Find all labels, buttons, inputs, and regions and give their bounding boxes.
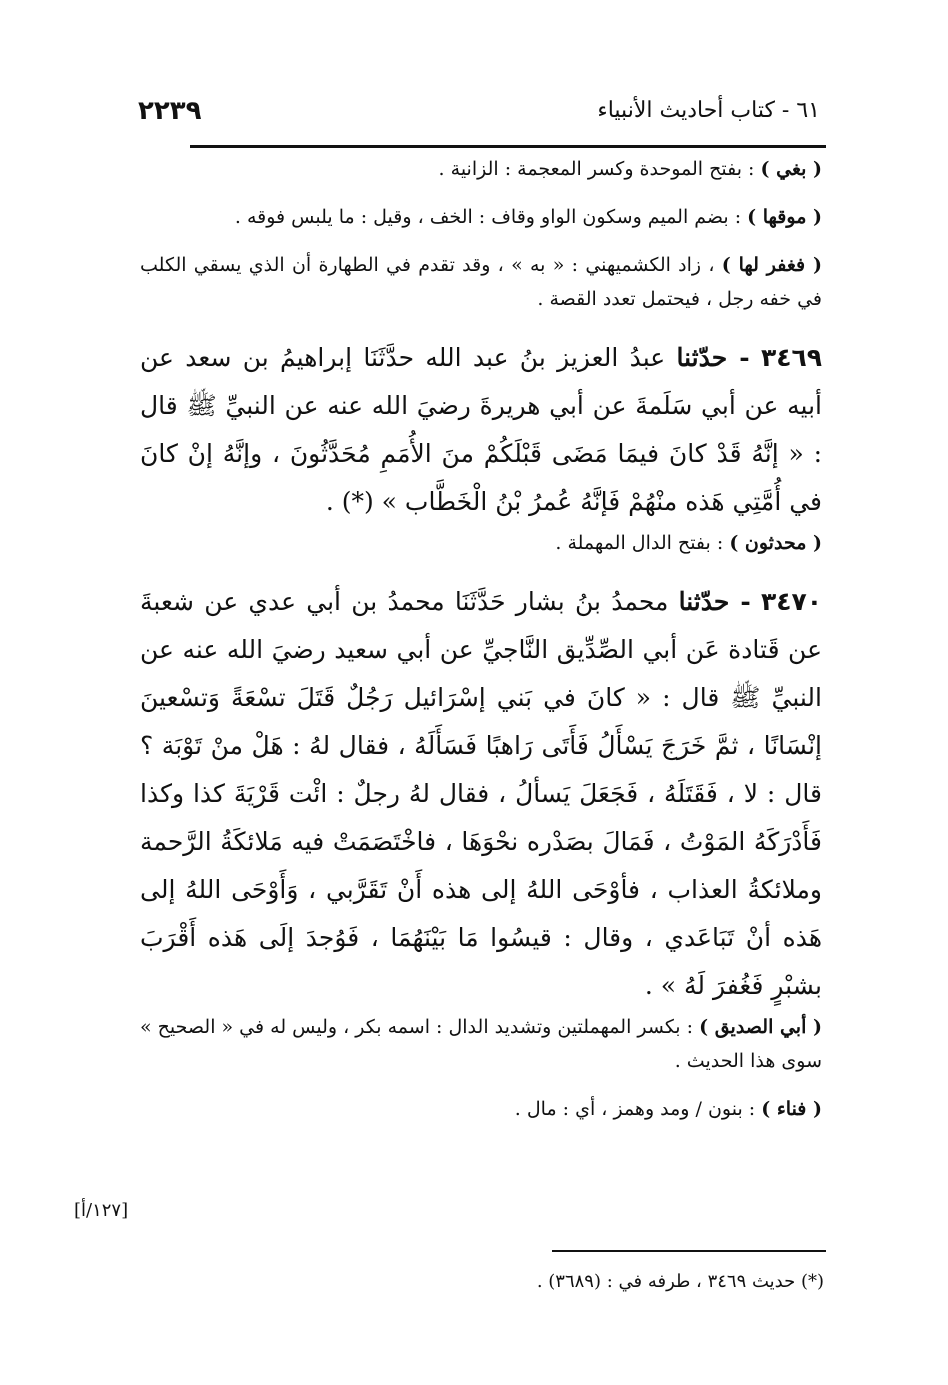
note-fanaa [140, 1092, 822, 1126]
page-number: ٢٢٣٩ [138, 96, 202, 126]
note-muqaha [140, 200, 822, 234]
note-term: ( أبي الصديق ) [699, 1016, 822, 1038]
hadith-3470 [140, 578, 822, 1010]
page-header [138, 96, 820, 136]
note-muhaddathun [140, 526, 822, 560]
note-term: ( بغي ) [760, 158, 822, 180]
hadith-lead: - حدّثنا [678, 587, 751, 616]
hadith-lead: - حدّثنا [676, 343, 750, 372]
note-text: : بضم الميم وسكون الواو وقاف : الخف ، وقيل : ما يلبس فوقه . [234, 206, 748, 228]
note-faghafara-laha [140, 248, 822, 316]
hadith-text: عبدُ العزيز بنُ عبد الله حدَّثَنَا إبراهيمُ بن سعد عن أبيه عن أبي سَلَمةَ عن أبي هريرةَ رضيَ الله عنه عن النبيِّ ﷺ قال : « إنَّهُ قَدْ كانَ فيمَا مَضَى قَبْلَكُمْ منَ الأُمَمِ مُحَدَّثُونَ ، وإنَّهُ إنْ كانَ في أُمَّتِي هَذه منْهُمْ فَإنَّهُ عُمرُ بْنُ الْخَطَّاب » (*) . [140, 343, 822, 516]
note-text: : بنون / ومد وهمز ، أي : مال . [514, 1098, 762, 1120]
running-title: ٦١ - كتاب أحاديث الأنبياء [597, 98, 820, 123]
note-term: ( فناء ) [761, 1098, 822, 1120]
note-term: ( فغفر لها ) [721, 254, 822, 276]
hadith-text: محمدُ بنُ بشار حَدَّثَنَا محمدُ بن أبي عدي عن شعبةَ عن قَتادة عَن أبي الصِّدِّيق النَّاجيِّ عن أبي سعيد رضيَ الله عنه عن النبيِّ ﷺ قال : « كانَ في بَني إسْرَائيل رَجُلٌ قَتَلَ تسْعَةً وَتسْعينَ إنْسَانًا ، ثمَّ خَرَجَ يَسْأَلُ فَأَتَى رَاهبًا فَسَأَلَهُ ، فقال لهُ : هَلْ منْ تَوْبَة ؟ قال : لا ، فَقَتَلَهُ ، فَجَعَلَ يَسألُ ، فقال لهُ رجلٌ : ائْت قَرْيَةَ كذا وكذا فَأَدْرَكَهُ المَوْتُ ، فَمَالَ بصَدْره نحْوَهَا ، فاخْتَصَمَتْ فيه مَلائكَةُ الرَّحمة وملائكةُ العذاب ، فأوْحَى اللهُ إلى هذه أَنْ تَقَرَّبي ، وَأَوْحَى اللهُ إلى هَذه أنْ تَبَاعَدي ، وقال : قيسُوا مَا بَيْنَهُمَا ، فَوُجدَ إلَى هَذه أَقْرَبَ بشبْرٍ فَغُفرَ لَهُ » . [140, 587, 822, 1000]
note-text: : بكسر المهملتين وتشديد الدال : اسمه بكر ، وليس له في « الصحيح » سوى هذا الحديث . [140, 1016, 822, 1072]
header-rule [190, 145, 826, 148]
note-abi-al-siddiq [140, 1010, 822, 1078]
note-term: ( محدثون ) [729, 532, 822, 554]
note-text: : بفتح الموحدة وكسر المعجمة : الزانية . [438, 158, 761, 180]
note-baghiy [140, 152, 822, 186]
hadith-number: ٣٤٧٠ [760, 587, 823, 616]
footnote: (*) حديث ٣٤٦٩ ، طرفه في : (٣٦٨٩) . [536, 1271, 824, 1292]
note-text: : بفتح الدال المهملة . [555, 532, 730, 554]
note-text: ، زاد الكشميهني : « به » ، وقد تقدم في الطهارة أن الذي يسقي الكلب في خفه رجل ، فيحتمل تعدد القصة . [140, 254, 822, 310]
hadith-number: ٣٤٦٩ [760, 343, 823, 372]
hadith-3469 [140, 334, 822, 526]
page-body [140, 152, 822, 1126]
note-term: ( موقها ) [747, 206, 822, 228]
margin-reference: [١٢٧/أ] [74, 1200, 129, 1221]
footnote-rule [552, 1250, 826, 1252]
